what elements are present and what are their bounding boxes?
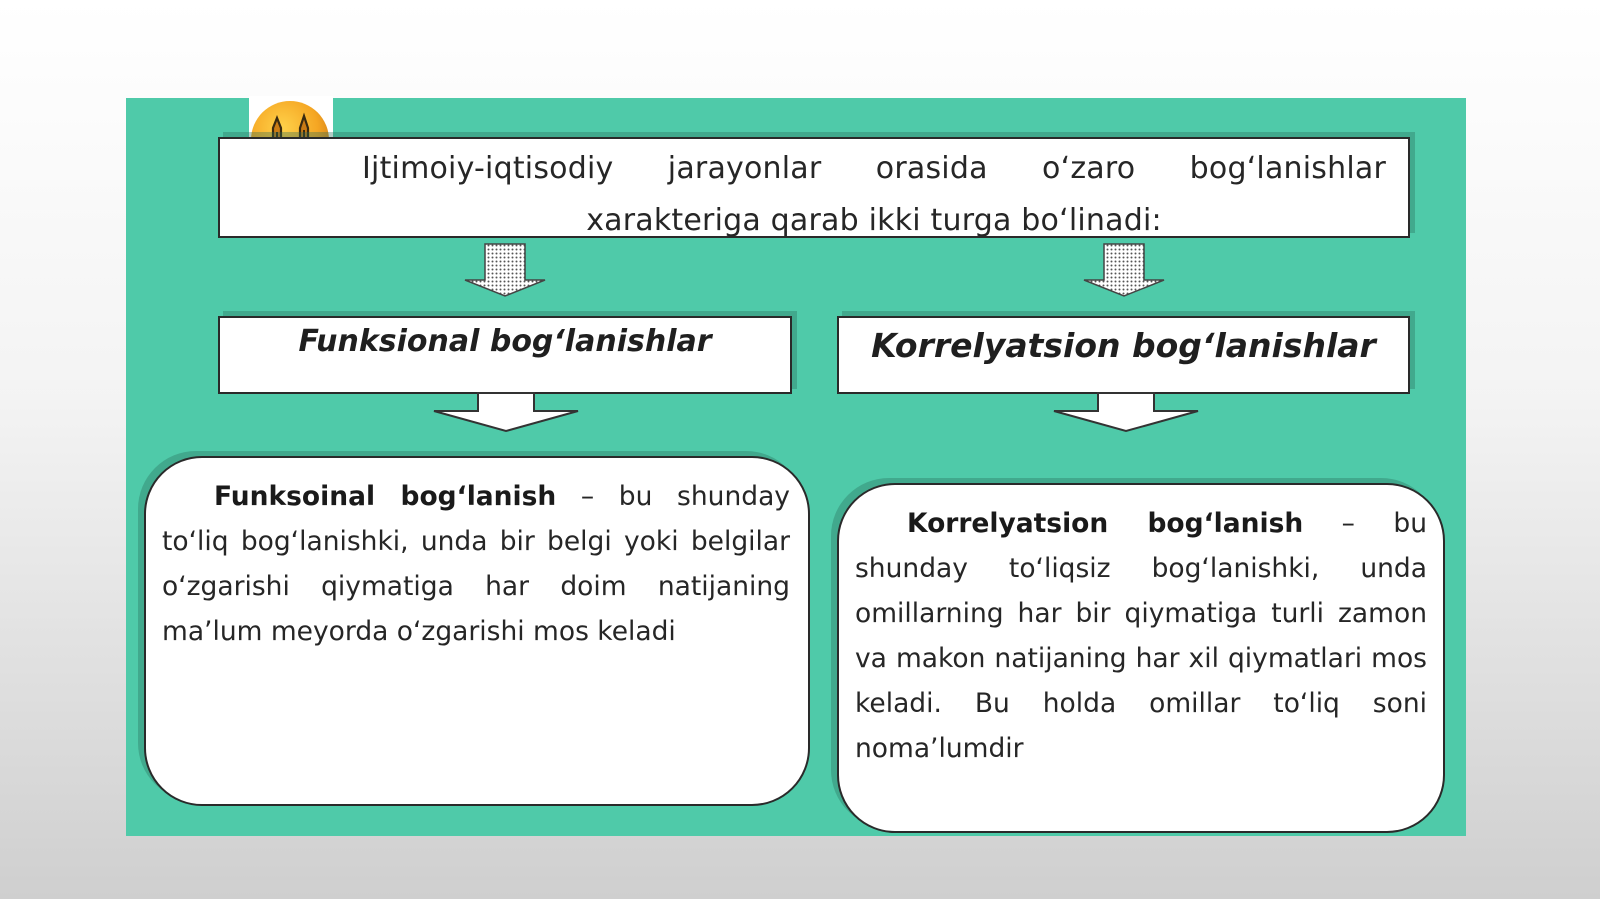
white-arrow-left [432, 393, 580, 433]
correlation-definition-text: – bu shunday to‘liqsiz bog‘lanishki, unda omillarning har bir qiymatiga turli zamon va makon natijaning har xil qiymatlari mos keladi. Bu holda omillar to‘liq soni noma’lumdir [855, 508, 1427, 764]
correlation-term: Korrelyatsion bog‘lanish [907, 508, 1304, 539]
correlation-heading: Korrelyatsion bog‘lanishlar [871, 326, 1376, 365]
title-text: Ijtimoiy-iqtisodiy jarayonlar orasida o‘zaro bog‘lanishlar xarakteriga qarab ikki turga bo‘linadi: [362, 151, 1386, 238]
title-box [218, 137, 1410, 238]
correlation-definition-box [837, 483, 1445, 833]
functional-term: Funksoinal bog‘lanish [214, 481, 557, 512]
functional-definition-box [144, 456, 810, 806]
functional-heading-box [218, 316, 792, 394]
dotted-arrow-right [1082, 244, 1166, 298]
white-arrow-right [1052, 393, 1200, 433]
correlation-heading-box [837, 316, 1410, 394]
correlation-definition [855, 501, 1427, 771]
functional-definition-text: – bu shunday to‘liq bog‘lanishki, unda bir belgi yoki belgilar o‘zgarishi qiymatiga har doim natijaning ma’lum meyorda o‘zgarishi mos keladi [162, 481, 790, 647]
dotted-arrow-left [463, 244, 547, 298]
functional-heading: Funksional bog‘lanishlar [298, 324, 712, 359]
functional-definition [162, 474, 790, 654]
